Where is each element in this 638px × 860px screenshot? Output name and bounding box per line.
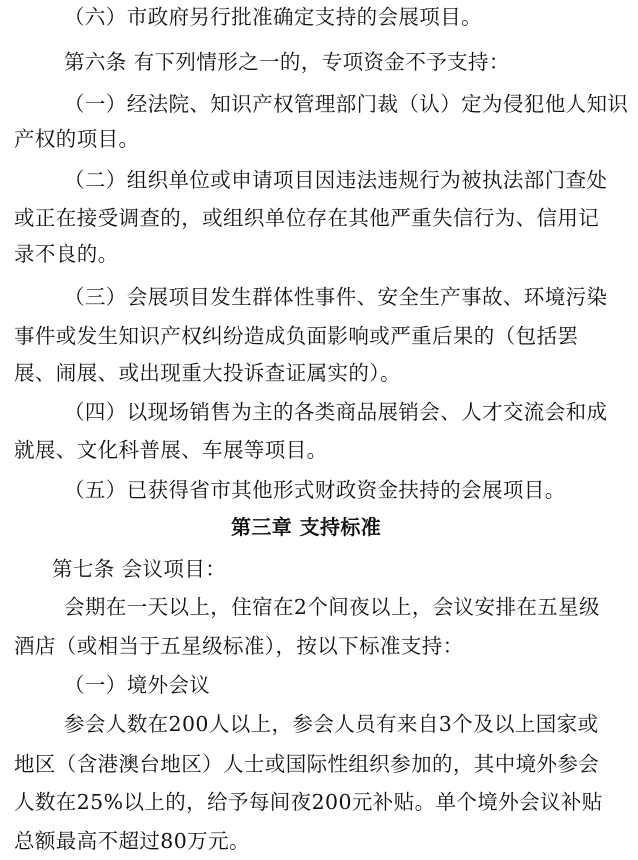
text-line: 或正在接受调查的，或组织单位存在其他严重失信行为、信用记 — [14, 206, 600, 230]
text-line: 酒店（或相当于五星级标准），按以下标准支持： — [14, 634, 464, 658]
text-line: （一）境外会议 — [64, 673, 211, 697]
text-line: 会期在一天以上，住宿在2个间夜以上，会议安排在五星级 — [64, 595, 600, 619]
chapter-heading: 第三章 支持标准 — [231, 515, 382, 539]
text-line: （二）组织单位或申请项目因违法违规行为被执法部门查处 — [64, 168, 608, 192]
text-line: 第七条 会议项目： — [52, 557, 227, 581]
text-line: 参会人数在200人以上，参会人员有来自3个及以上国家或 — [64, 712, 599, 736]
text-line: 展、闹展、或出现重大投诉查证属实的）。 — [14, 361, 401, 385]
text-line: （六）市政府另行批准确定支持的会展项目。 — [64, 5, 482, 29]
text-line: 第六条 有下列情形之一的，专项资金不予支持： — [64, 50, 510, 74]
text-line: 人数在25%以上的，给予每间夜200元补贴。单个境外会议补贴 — [14, 790, 603, 814]
text-line: （四）以现场销售为主的各类商品展销会、人才交流会和成 — [64, 400, 608, 424]
text-line: （三）会展项目发生群体性事件、安全生产事故、环境污染 — [64, 285, 608, 309]
text-line: 事件或发生知识产权纠纷造成负面影响或严重后果的（包括罢 — [14, 324, 579, 348]
text-line: 地区（含港澳台地区）人士或国际性组织参加的，其中境外参会 — [14, 752, 600, 776]
text-line: 录不良的。 — [14, 242, 119, 266]
text-line: （五）已获得省市其他形式财政资金扶持的会展项目。 — [64, 478, 566, 502]
text-line: （一）经法院、知识产权管理部门裁（认）定为侵犯他人知识 — [64, 92, 629, 116]
text-line: 产权的项目。 — [14, 127, 140, 151]
text-line: 就展、文化科普展、车展等项目。 — [14, 438, 328, 462]
text-line: 总额最高不超过80万元。 — [14, 829, 250, 853]
